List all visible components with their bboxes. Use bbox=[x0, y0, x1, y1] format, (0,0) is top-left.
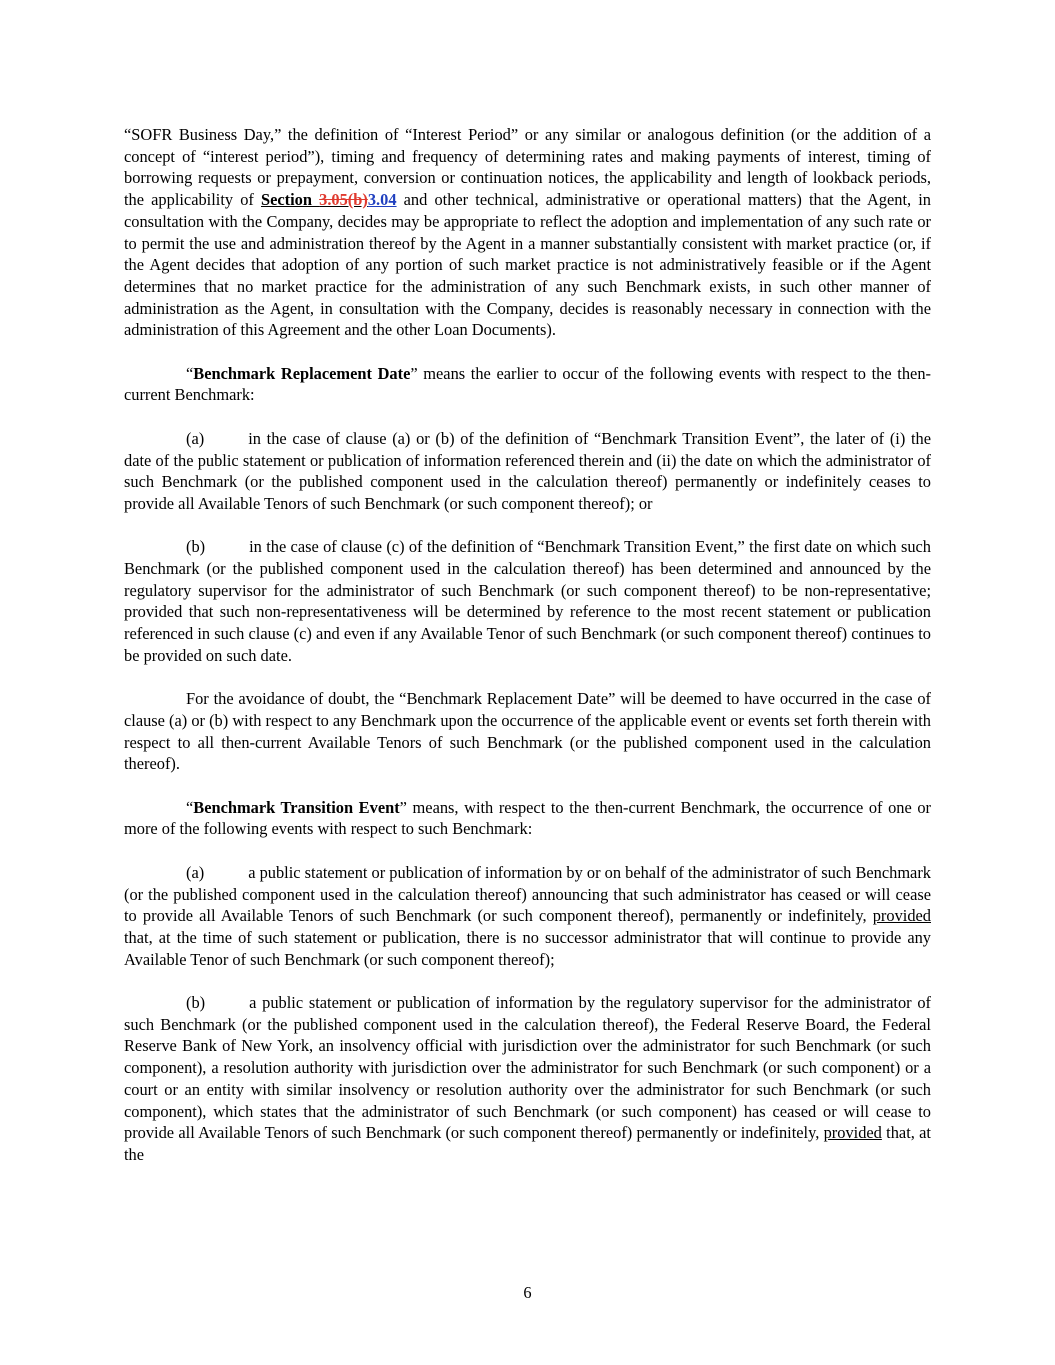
clause-b-replacement-date bbox=[124, 536, 931, 666]
provided-term: provided bbox=[823, 1123, 882, 1143]
clause-label: (a) bbox=[186, 862, 205, 882]
paragraph-sofr-continuation bbox=[124, 124, 931, 341]
paragraph-text: that, at the time of such statement or publication, there is no successor administrator that will continue to provide any Available Tenor of such Benchmark (or such component thereof); bbox=[124, 927, 931, 969]
clause-a-transition-event bbox=[124, 862, 931, 971]
paragraph-text: and other technical, administrative or operational matters) that the Agent, in consultation with the Company, decides may be appropriate to reflect the adoption and implementation of any such rate or to permit the use and administration thereof by the Agent in a manner substantially consistent with market practice (or, if the Agent decides that adoption of any portion of such market practice is not administratively feasible or if the Agent determines that no market practice for the administration of any such Benchmark exists, in such other manner of administration as the Agent, in consultation with the Company, decides is reasonably necessary in connection with the administration of this Agreement and the other Loan Documents). bbox=[124, 190, 931, 340]
open-quote: “ bbox=[186, 363, 194, 383]
defined-term: Benchmark Transition Event bbox=[193, 797, 400, 817]
inserted-section-number: 3.04 bbox=[367, 190, 397, 210]
clause-a-replacement-date bbox=[124, 428, 931, 515]
paragraph-avoidance-of-doubt bbox=[124, 688, 931, 775]
clause-label: (a) bbox=[186, 428, 205, 448]
paragraph-text: in the case of clause (c) of the definition of “Benchmark Transition Event,” the first date on which such Benchmark (or the published component used in the calculation thereof) has been determined and announced by the regulatory supervisor for the administrator of such Benchmark (or such component thereof) to be non-representative; provided that such non-representativeness will be determined by reference to the most recent statement or publication referenced in such clause (c) and even if any Available Tenor of such Benchmark (or such component thereof) continues to be provided on such date. bbox=[124, 537, 931, 665]
clause-label: (b) bbox=[186, 537, 206, 557]
deleted-section-number: 3.05(b) bbox=[319, 190, 368, 210]
paragraph-text: For the avoidance of doubt, the “Benchmark Replacement Date” will be deemed to have occurred in the case of clause (a) or (b) with respect to any Benchmark upon the occurrence of the applicable event or events set forth therein with respect to all then-current Available Tenors of such Benchmark (or the published component used in the calculation thereof). bbox=[124, 689, 931, 774]
definition-benchmark-replacement-date bbox=[124, 363, 931, 406]
section-label: Section bbox=[261, 190, 320, 210]
paragraph-text: a public statement or publication of information by the regulatory supervisor for the administrator of such Benchmark (or the published component used in the calculation thereof), the Federal Reserve Board, the Federal Reserve Bank of New York, an insolvency official with jurisdiction over the administrator for such Benchmark (or such component), a resolution authority with jurisdiction over the administrator for such Benchmark (or such component) or a court or an entity with similar insolvency or resolution authority over the administrator for such Benchmark (or such component), which states that the administrator of such Benchmark (or such component) has ceased or will cease to provide all Available Tenors of such Benchmark (or such component thereof) permanently or indefinitely, bbox=[124, 993, 931, 1143]
page-body bbox=[124, 124, 931, 1187]
paragraph-text: that, at the bbox=[124, 1123, 931, 1164]
paragraph-text: ” means the earlier to occur of the following events with respect to the then-current Benchmark: bbox=[124, 363, 931, 405]
section-reference bbox=[261, 190, 397, 209]
provided-term: provided bbox=[872, 906, 931, 926]
paragraph-text: “SOFR Business Day,” the definition of “Interest Period” or any similar or analogous definition (or the addition of a concept of “interest period”), timing and frequency of determining rates and making payments of interest, timing of borrowing requests or prepayment, conversion or continuation notices, the applicability and length of lookback periods, the applicability of bbox=[124, 125, 931, 210]
open-quote: “ bbox=[186, 797, 194, 817]
definition-benchmark-transition-event bbox=[124, 797, 931, 840]
paragraph-text: in the case of clause (a) or (b) of the definition of “Benchmark Transition Event”, the later of (i) the date of the public statement or publication of information referenced therein and (ii) the date on which the administrator of such Benchmark (or the published component used in the calculation thereof) permanently or indefinitely ceases to provide all Available Tenors of such Benchmark (or such component thereof); or bbox=[124, 428, 931, 513]
clause-b-transition-event bbox=[124, 992, 931, 1166]
clause-label: (b) bbox=[186, 993, 206, 1013]
defined-term: Benchmark Replacement Date bbox=[193, 363, 411, 383]
paragraph-text: a public statement or publication of information by or on behalf of the administrator of such Benchmark (or the published component used in the calculation thereof) announcing that such administrator has ceased or will cease to provide all Available Tenors of such Benchmark (or such component thereof), permanently or indefinitely, bbox=[124, 862, 931, 926]
page-number: 6 bbox=[523, 1283, 532, 1302]
paragraph-text: ” means, with respect to the then-current Benchmark, the occurrence of one or more of the following events with respect to such Benchmark: bbox=[124, 797, 931, 839]
